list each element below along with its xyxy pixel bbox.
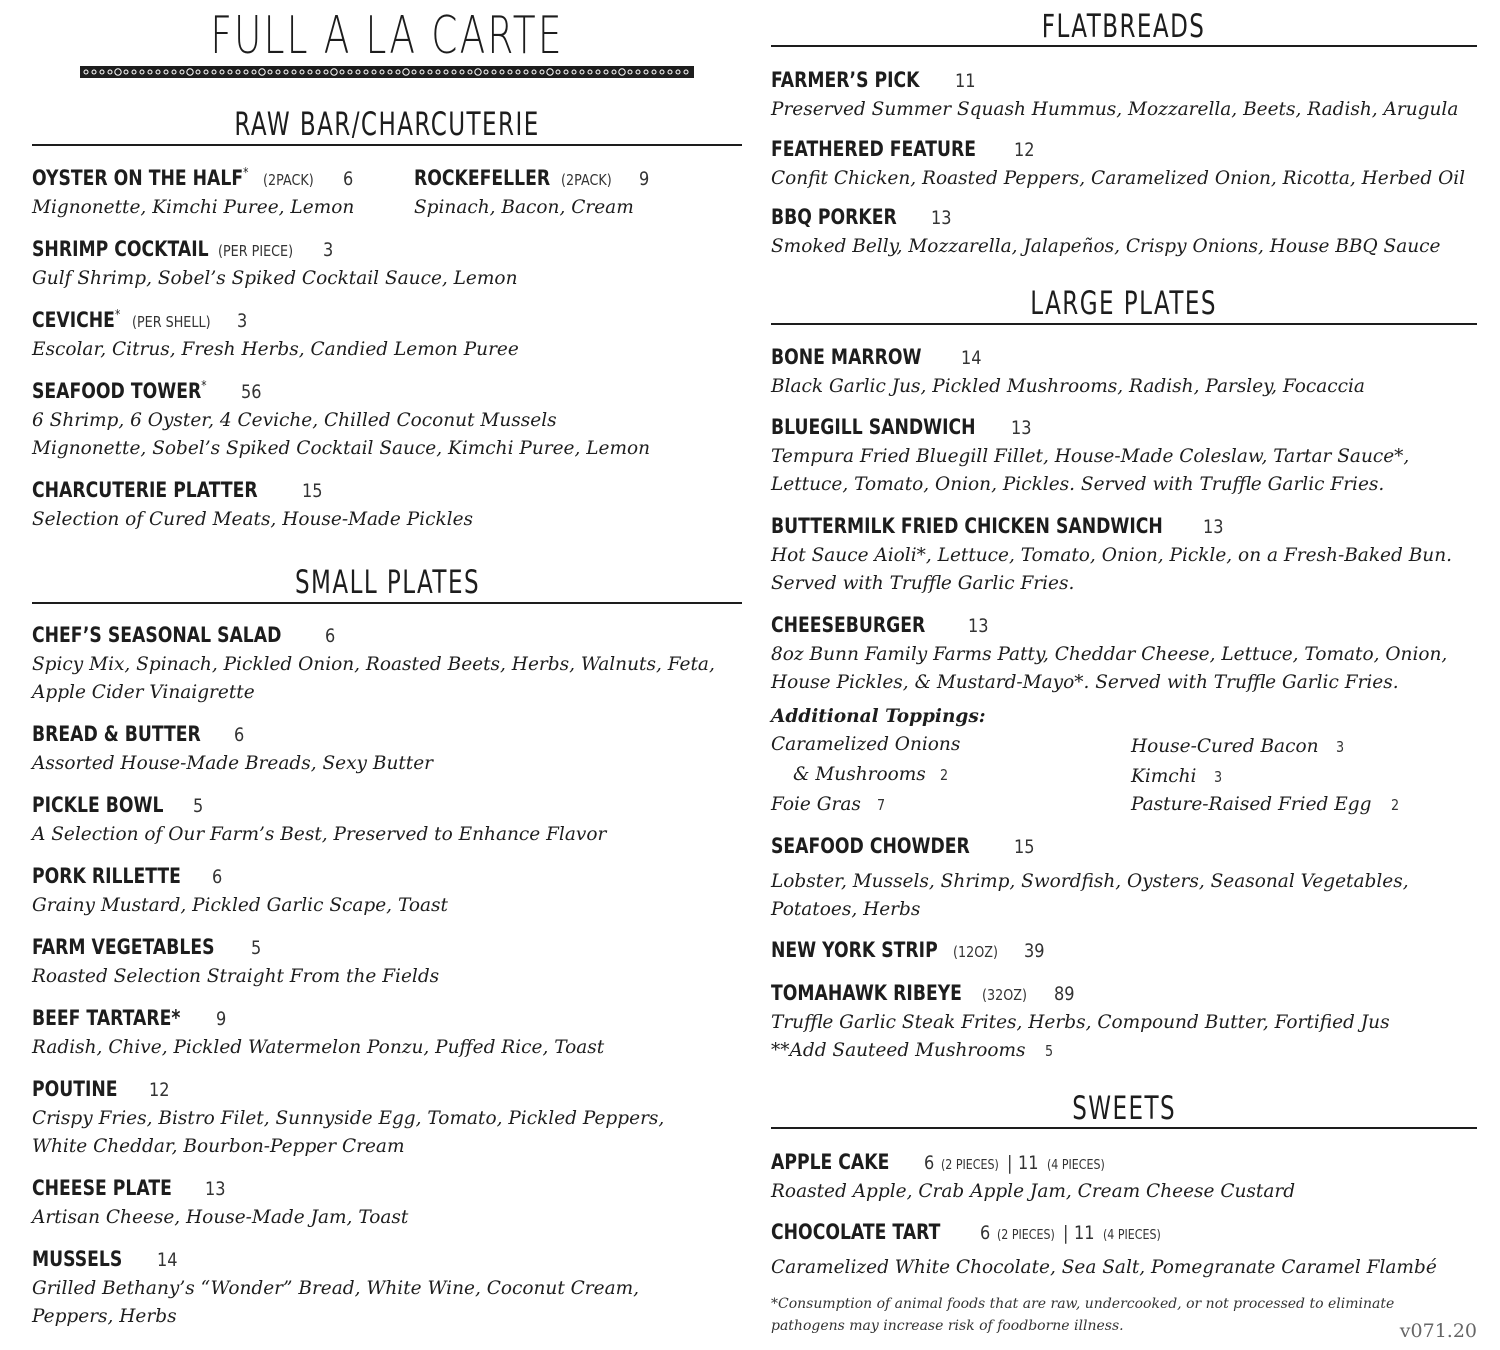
item-note: (PER SHELL)	[132, 313, 211, 331]
item-description: Tempura Fried Bluegill Fillet, House-Made Coleslaw, Tartar Sauce*,	[771, 446, 1410, 467]
item-price: 39	[1024, 940, 1045, 962]
topping-bacon: House-Cured Bacon 3	[1131, 736, 1345, 757]
item-name: CEVICHE*	[32, 308, 121, 332]
menu-item-ny-strip	[771, 938, 1477, 966]
item-name: APPLE CAKE	[771, 1150, 890, 1174]
item-price: 6	[212, 866, 223, 888]
price-separator: |	[1063, 1222, 1069, 1244]
item-description: Mignonette, Sobel’s Spiked Cocktail Sauce, Kimchi Puree, Lemon	[32, 438, 651, 459]
menu-item-beef-tartare	[32, 1006, 742, 1062]
item-price: 13	[1203, 516, 1225, 538]
item-description: Peppers, Herbs	[32, 1306, 177, 1327]
price-separator: |	[1007, 1152, 1013, 1174]
item-description: Mignonette, Kimchi Puree, Lemon	[32, 197, 355, 218]
item-note: (4 PIECES)	[1103, 1228, 1161, 1243]
item-name: FARMER’S PICK	[771, 68, 920, 92]
item-price: 13	[1011, 417, 1032, 439]
item-description: Black Garlic Jus, Pickled Mushrooms, Radish, Parsley, Focaccia	[771, 376, 1365, 397]
item-name: CHEESEBURGER	[771, 613, 926, 637]
menu-item-bbq-porker	[771, 205, 1477, 261]
item-description: A Selection of Our Farm’s Best, Preserved to Enhance Flavor	[32, 824, 607, 845]
item-description: White Cheddar, Bourbon-Pepper Cream	[32, 1136, 405, 1157]
item-price: 6	[923, 1152, 935, 1174]
item-name: OYSTER ON THE HALF*	[32, 166, 249, 190]
item-price: 56	[241, 381, 263, 403]
menu-title	[80, 6, 694, 78]
item-description: House Pickles, & Mustard-Mayo*. Served with Truffle Garlic Fries.	[771, 672, 1399, 693]
item-description: Caramelized White Chocolate, Sea Salt, Pomegranate Caramel Flambé	[771, 1257, 1437, 1278]
item-price: 6	[234, 724, 245, 746]
item-description: Roasted Apple, Crab Apple Jam, Cream Cheese Custard	[771, 1181, 1296, 1202]
menu-item-farmers-pick	[771, 68, 1477, 124]
toppings-label: Additional Toppings:	[771, 706, 986, 727]
menu-item-seafood-tower	[32, 379, 742, 463]
topping-onions: Caramelized Onions	[771, 734, 961, 755]
section-title-large-plates: LARGE PLATES	[1030, 284, 1218, 322]
item-price: 3	[322, 239, 334, 261]
section-title-sweets: SWEETS	[1072, 1089, 1176, 1127]
item-description: Smoked Belly, Mozzarella, Jalapeños, Crispy Onions, House BBQ Sauce	[771, 236, 1441, 257]
item-price: 11	[1074, 1222, 1095, 1244]
item-note: (32OZ)	[982, 986, 1028, 1004]
item-note: (4 PIECES)	[1046, 1158, 1105, 1173]
item-price: 13	[967, 615, 989, 637]
item-name: NEW YORK STRIP	[771, 938, 938, 962]
item-price: 13	[930, 207, 952, 229]
menu-item-apple-cake	[771, 1150, 1477, 1206]
item-note: (2 PIECES)	[996, 1228, 1055, 1243]
section-title-raw-bar: RAW BAR/CHARCUTERIE	[234, 105, 540, 143]
item-description: Gulf Shrimp, Sobel’s Spiked Cocktail Sauce, Lemon	[32, 268, 518, 289]
item-addon: **Add Sauteed Mushrooms 5	[771, 1040, 1054, 1061]
item-name: CHOCOLATE TART	[771, 1220, 941, 1244]
menu-item-cheeseburger	[771, 613, 1477, 697]
item-name: ROCKEFELLER	[414, 166, 551, 190]
item-name: BBQ PORKER	[771, 205, 897, 229]
item-price: 14	[156, 1249, 178, 1271]
item-name: CHEESE PLATE	[32, 1176, 172, 1200]
item-description: 8oz Bunn Family Farms Patty, Cheddar Cheese, Lettuce, Tomato, Onion,	[771, 644, 1448, 665]
item-description: Escolar, Citrus, Fresh Herbs, Candied Lemon Puree	[32, 339, 519, 360]
item-description: Spinach, Bacon, Cream	[414, 197, 634, 218]
topping-fried-egg: Pasture-Raised Fried Egg 2	[1131, 794, 1400, 815]
item-description: Crispy Fries, Bistro Filet, Sunnyside Egg, Tomato, Pickled Peppers,	[32, 1108, 665, 1129]
item-price: 12	[1013, 139, 1035, 161]
menu-item-oyster	[32, 166, 412, 222]
item-price: 3	[237, 310, 248, 332]
item-name: CHARCUTERIE PLATTER	[32, 478, 258, 502]
menu-item-ceviche	[32, 308, 742, 364]
item-price: 5	[251, 937, 262, 959]
section-divider	[32, 144, 742, 146]
item-name: CHEF’S SEASONAL SALAD	[32, 623, 282, 647]
item-description: Assorted House-Made Breads, Sexy Butter	[32, 753, 434, 774]
item-description: Radish, Chive, Pickled Watermelon Ponzu, Puffed Rice, Toast	[32, 1037, 605, 1058]
topping-foie-gras: Foie Gras 7	[771, 794, 885, 815]
item-name: BREAD & BUTTER	[32, 722, 201, 746]
menu-item-cheese-plate	[32, 1176, 742, 1232]
item-name: FARM VEGETABLES	[32, 935, 215, 959]
item-description: Served with Truffle Garlic Fries.	[771, 573, 1075, 594]
section-divider	[771, 323, 1477, 325]
section-title-flatbreads: FLATBREADS	[1042, 7, 1206, 45]
item-name: POUTINE	[32, 1077, 118, 1101]
item-name: BUTTERMILK FRIED CHICKEN SANDWICH	[771, 514, 1163, 538]
item-name: FEATHERED FEATURE	[771, 137, 977, 161]
menu-item-bone-marrow	[771, 345, 1477, 401]
menu-item-rockefeller	[414, 166, 734, 222]
topping-onions-cont: & Mushrooms 2	[793, 764, 948, 785]
item-description: Apple Cider Vinaigrette	[32, 682, 255, 703]
additional-toppings	[771, 703, 1477, 821]
section-title-small-plates: SMALL PLATES	[294, 563, 480, 601]
item-price: 5	[192, 795, 204, 817]
menu-item-seasonal-salad	[32, 623, 742, 707]
topping-kimchi: Kimchi 3	[1131, 766, 1223, 787]
item-note: (2PACK)	[262, 171, 314, 189]
item-description: Roasted Selection Straight From the Fields	[32, 966, 440, 987]
menu-item-seafood-chowder	[771, 834, 1477, 924]
item-price: 11	[1018, 1152, 1039, 1174]
item-description: Grainy Mustard, Pickled Garlic Scape, Toast	[32, 895, 448, 916]
item-price: 11	[954, 70, 976, 92]
item-name: SEAFOOD CHOWDER	[771, 834, 970, 858]
version-label: v071.20	[1399, 1320, 1477, 1342]
item-price: 89	[1053, 983, 1075, 1005]
item-name: MUSSELS	[32, 1247, 123, 1271]
menu-item-bread-butter	[32, 722, 742, 778]
decorative-title-rule	[80, 66, 694, 78]
item-name: SHRIMP COCKTAIL	[32, 237, 209, 261]
item-price: 6	[324, 625, 336, 647]
item-name: BEEF TARTARE*	[32, 1006, 181, 1030]
item-name: BLUEGILL SANDWICH	[771, 415, 976, 439]
item-note: (2 PIECES)	[940, 1158, 999, 1173]
item-price: 14	[961, 347, 982, 369]
item-description: Hot Sauce Aioli*, Lettuce, Tomato, Onion, Pickle, on a Fresh-Baked Bun.	[771, 545, 1453, 566]
item-description: Selection of Cured Meats, House-Made Pickles	[32, 509, 474, 530]
item-price: 15	[1014, 836, 1035, 858]
item-description: Artisan Cheese, House-Made Jam, Toast	[32, 1207, 409, 1228]
item-name: TOMAHAWK RIBEYE	[771, 981, 962, 1005]
item-name: PICKLE BOWL	[32, 793, 164, 817]
menu-item-fried-chicken-sandwich	[771, 514, 1477, 598]
section-divider	[771, 45, 1477, 47]
item-price: 9	[215, 1008, 226, 1030]
item-description: Spicy Mix, Spinach, Pickled Onion, Roasted Beets, Herbs, Walnuts, Feta,	[32, 654, 715, 675]
item-price: 15	[301, 480, 323, 502]
item-description: Confit Chicken, Roasted Peppers, Caramelized Onion, Ricotta, Herbed Oil	[771, 168, 1466, 189]
item-description: Preserved Summer Squash Hummus, Mozzarella, Beets, Radish, Arugula	[771, 99, 1459, 120]
item-name: PORK RILLETTE	[32, 864, 181, 888]
item-name: SEAFOOD TOWER*	[32, 379, 207, 403]
item-price: 9	[638, 168, 650, 190]
menu-item-feathered-feature	[771, 137, 1477, 193]
item-name: BONE MARROW	[771, 345, 922, 369]
menu-item-chocolate-tart	[771, 1220, 1477, 1282]
item-price: 12	[148, 1079, 170, 1101]
menu-title-text: FULL A LA CARTE	[210, 6, 564, 66]
footnote: *Consumption of animal foods that are raw, undercooked, or not processed to eliminate pathogens may increase risk of foodborne illness.	[771, 1296, 1395, 1334]
menu-item-pickle-bowl	[32, 793, 742, 849]
section-divider	[771, 1127, 1477, 1129]
menu-item-pork-rillette	[32, 864, 742, 920]
item-price: 6	[980, 1222, 991, 1244]
item-description: Potatoes, Herbs	[771, 899, 921, 920]
item-description: Lobster, Mussels, Shrimp, Swordfish, Oysters, Seasonal Vegetables,	[771, 871, 1409, 892]
item-note: (2PACK)	[560, 171, 612, 189]
menu-item-mussels	[32, 1247, 742, 1331]
menu-item-poutine	[32, 1077, 742, 1161]
menu-item-shrimp-cocktail	[32, 237, 742, 293]
item-description: Grilled Bethany’s “Wonder” Bread, White Wine, Coconut Cream,	[32, 1278, 640, 1299]
item-description: 6 Shrimp, 6 Oyster, 4 Ceviche, Chilled Coconut Mussels	[32, 410, 557, 431]
menu-item-farm-vegetables	[32, 935, 742, 991]
menu-item-charcuterie	[32, 478, 742, 534]
item-note: (PER PIECE)	[217, 242, 294, 260]
item-price: 13	[205, 1178, 226, 1200]
item-price: 6	[342, 168, 354, 190]
menu-item-bluegill-sandwich	[771, 415, 1477, 499]
item-description: Lettuce, Tomato, Onion, Pickles. Served with Truffle Garlic Fries.	[771, 474, 1385, 495]
item-description: Truffle Garlic Steak Frites, Herbs, Compound Butter, Fortified Jus	[771, 1012, 1390, 1033]
section-divider	[32, 602, 742, 604]
menu-item-tomahawk-ribeye	[771, 981, 1477, 1065]
item-note: (12OZ)	[952, 943, 998, 961]
